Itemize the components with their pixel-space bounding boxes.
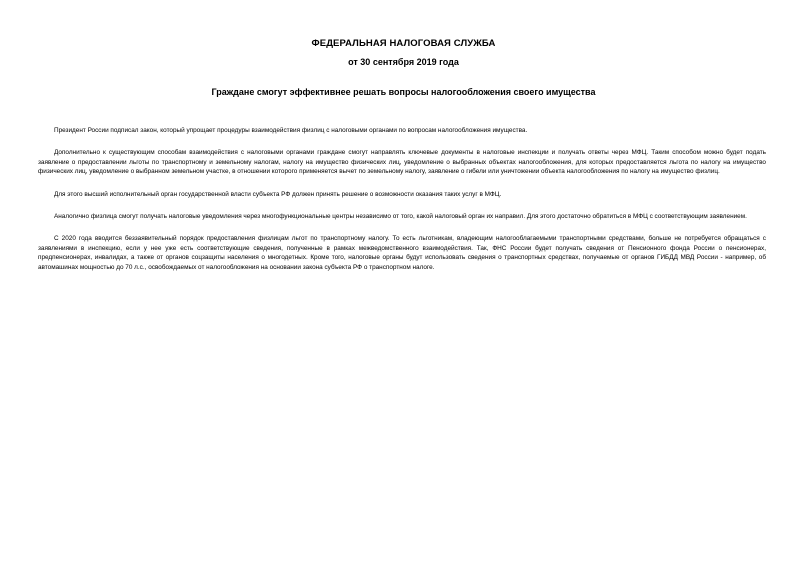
document-body xyxy=(38,126,766,285)
paragraph-5: С 2020 года вводится беззаявительный порядок предоставления физлицам льгот по транспортному налогу. То есть льготникам, владеющим налогооблагаемыми транспортными средствами, больше не потребуется обращаться с заявлениями в инспекцию, если у нее уже есть соответствующие сведения, полученные в рамках межведомственного взаимодействия. Так, ФНС России будет получать сведения от Пенсионного фонда России о пенсионерах, предпенсионерах, инвалидах, а также от органов соцзащиты населения о многодетных. Кроме того, налоговые органы будут использовать сведения о транспортных средствах, получаемые от органов ГИБДД МВД России - например, об автомашинах мощностью до 70 л.с., освобождаемых от налогообложения на основании закона субъекта РФ о транспортном налоге. xyxy=(38,235,766,271)
paragraph-1: Президент России подписал закон, который упрощает процедуры взаимодействия физлиц с налоговыми органами по вопросам налогообложения имущества. xyxy=(54,127,528,134)
organization-heading: ФЕДЕРАЛЬНАЯ НАЛОГОВАЯ СЛУЖБА xyxy=(311,38,496,49)
paragraph-4: Аналогично физлица смогут получать налоговые уведомления через многофункциональные центры независимо от того, какой налоговый орган их направил. Для этого достаточно обратиться в МФЦ с соответствующим заявлением. xyxy=(54,213,747,221)
paragraph-2: Дополнительно к существующим способам взаимодействия с налоговыми органами граждане смогут направлять ключевые документы в налоговые инспекции и получать ответы через МФЦ. Таким способом можно будет подать заявление о предоставлении льготы по транспортному и земельному налогам, налогу на имущество физических лиц, уведомление о выбранных объектах налогообложения, для которых предоставляется льгота по налогу на имущество физических лиц, уведомление о выбранном земельном участке, в отношении которого применяется вычет по земельному налогу, заявление о гибели или уничтожении объекта налогообложения по налогу на имущество физлиц. xyxy=(38,149,766,176)
document-date: от 30 сентября 2019 года xyxy=(348,57,459,67)
paragraph-3: Для этого высший исполнительный орган государственной власти субъекта РФ должен принять решение о возможности оказания таких услуг в МФЦ. xyxy=(54,190,502,198)
document-title: Граждане смогут эффективнее решать вопросы налогообложения своего имущества xyxy=(211,87,596,97)
